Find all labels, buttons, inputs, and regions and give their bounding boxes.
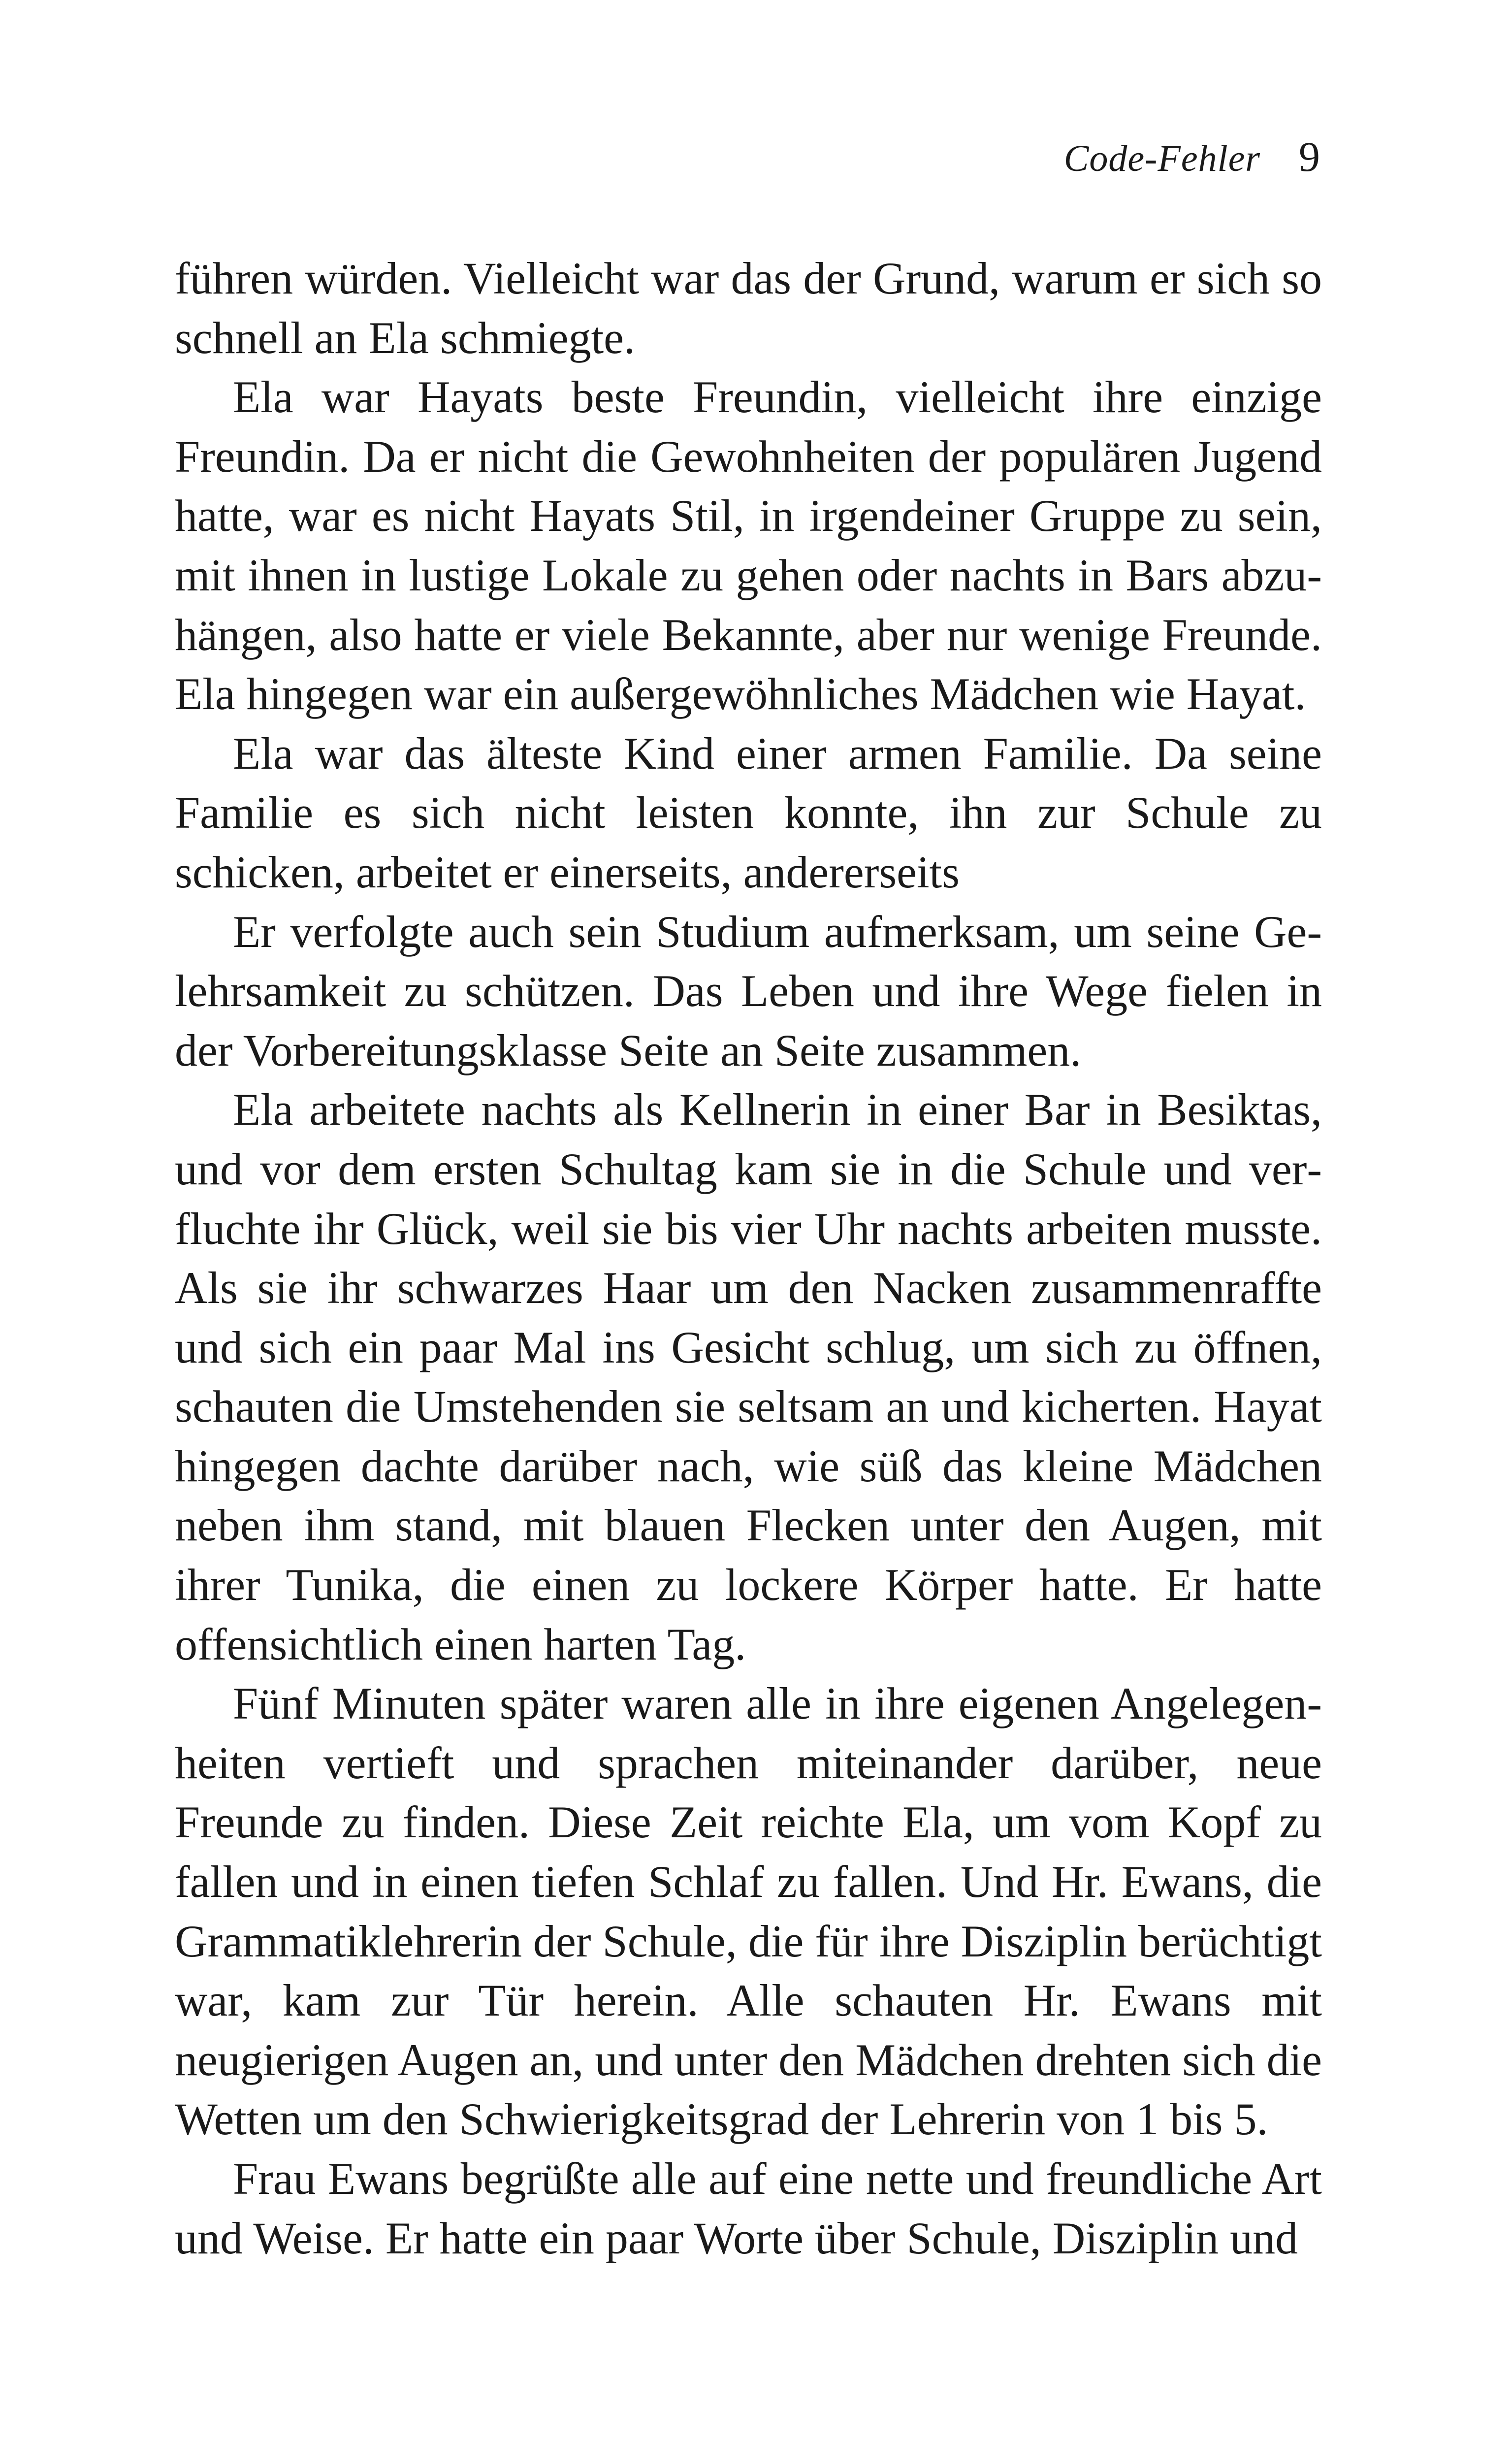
paragraph: Ela war Hayats beste Freundin, vielleicht ihre einzige Freundin. Da er nicht die Gewohnheiten der populären Jugend hatte, war es nicht Hayats Stil, in irgendeiner Gruppe zu sein, mit ihnen in lustige Lokale zu gehen oder nachts in Bars abzuhängen, also hatte er viele Bekannte, aber nur wenige Freunde. Ela hingegen war ein außergewöhnliches Mädchen wie Hayat.: [175, 372, 1322, 719]
paragraph: Fünf Minuten später waren alle in ihre eigenen Angelegenheiten vertieft und sprachen miteinander darüber, neue Freunde zu finden. Diese Zeit reichte Ela, um vom Kopf zu fallen und in einen tiefen Schlaf zu fallen. Und Hr. Ewans, die Grammatiklehrerin der Schule, die für ihre Disziplin berüchtigt war, kam zur Tür herein. Alle schauten Hr. Ewans mit neugierigen Augen an, und unter den Mädchen drehten sich die Wetten um den Schwierigkeitsgrad der Lehrerin von 1 bis 5.: [175, 1678, 1322, 2145]
paragraph: Er verfolgte auch sein Studium aufmerksam, um seine Gelehrsamkeit zu schützen. Das Leben und ihre Wege fielen in der Vorbereitungsklasse Seite an Seite zusammen.: [175, 906, 1322, 1075]
page-number: 9: [1299, 133, 1320, 180]
running-title: Code-Fehler: [1063, 138, 1260, 179]
running-header: [1064, 132, 1320, 186]
paragraph: Ela war das älteste Kind einer armen Familie. Da seine Familie es sich nicht leisten konnte, ihn zur Schule zu schicken, arbeitet er einerseits, andererseits: [175, 728, 1322, 897]
paragraph: führen würden. Vielleicht war das der Grund, warum er sich so schnell an Ela schmiegte.: [175, 253, 1322, 363]
paragraph: Ela arbeitete nachts als Kellnerin in einer Bar in Besiktas, und vor dem ersten Schultag kam sie in die Schule und verfluchte ihr Glück, weil sie bis vier Uhr nachts arbeiten musste. Als sie ihr schwarzes Haar um den Nacken zusammenraffte und sich ein paar Mal ins Gesicht schlug, um sich zu öffnen, schauten die Umstehenden sie seltsam an und kicherten. Hayat hingegen dachte darüber nach, wie süß das kleine Mädchen neben ihm stand, mit blauen Flecken unter den Augen, mit ihrer Tunika, die einen zu lockere Körper hatte. Er hatte offensichtlich einen harten Tag.: [175, 1084, 1322, 1669]
body-text: [175, 249, 1322, 2268]
paragraph: Frau Ewans begrüßte alle auf eine nette und freundliche Art und Weise. Er hatte ein paar Worte über Schule, Disziplin und: [175, 2153, 1322, 2263]
